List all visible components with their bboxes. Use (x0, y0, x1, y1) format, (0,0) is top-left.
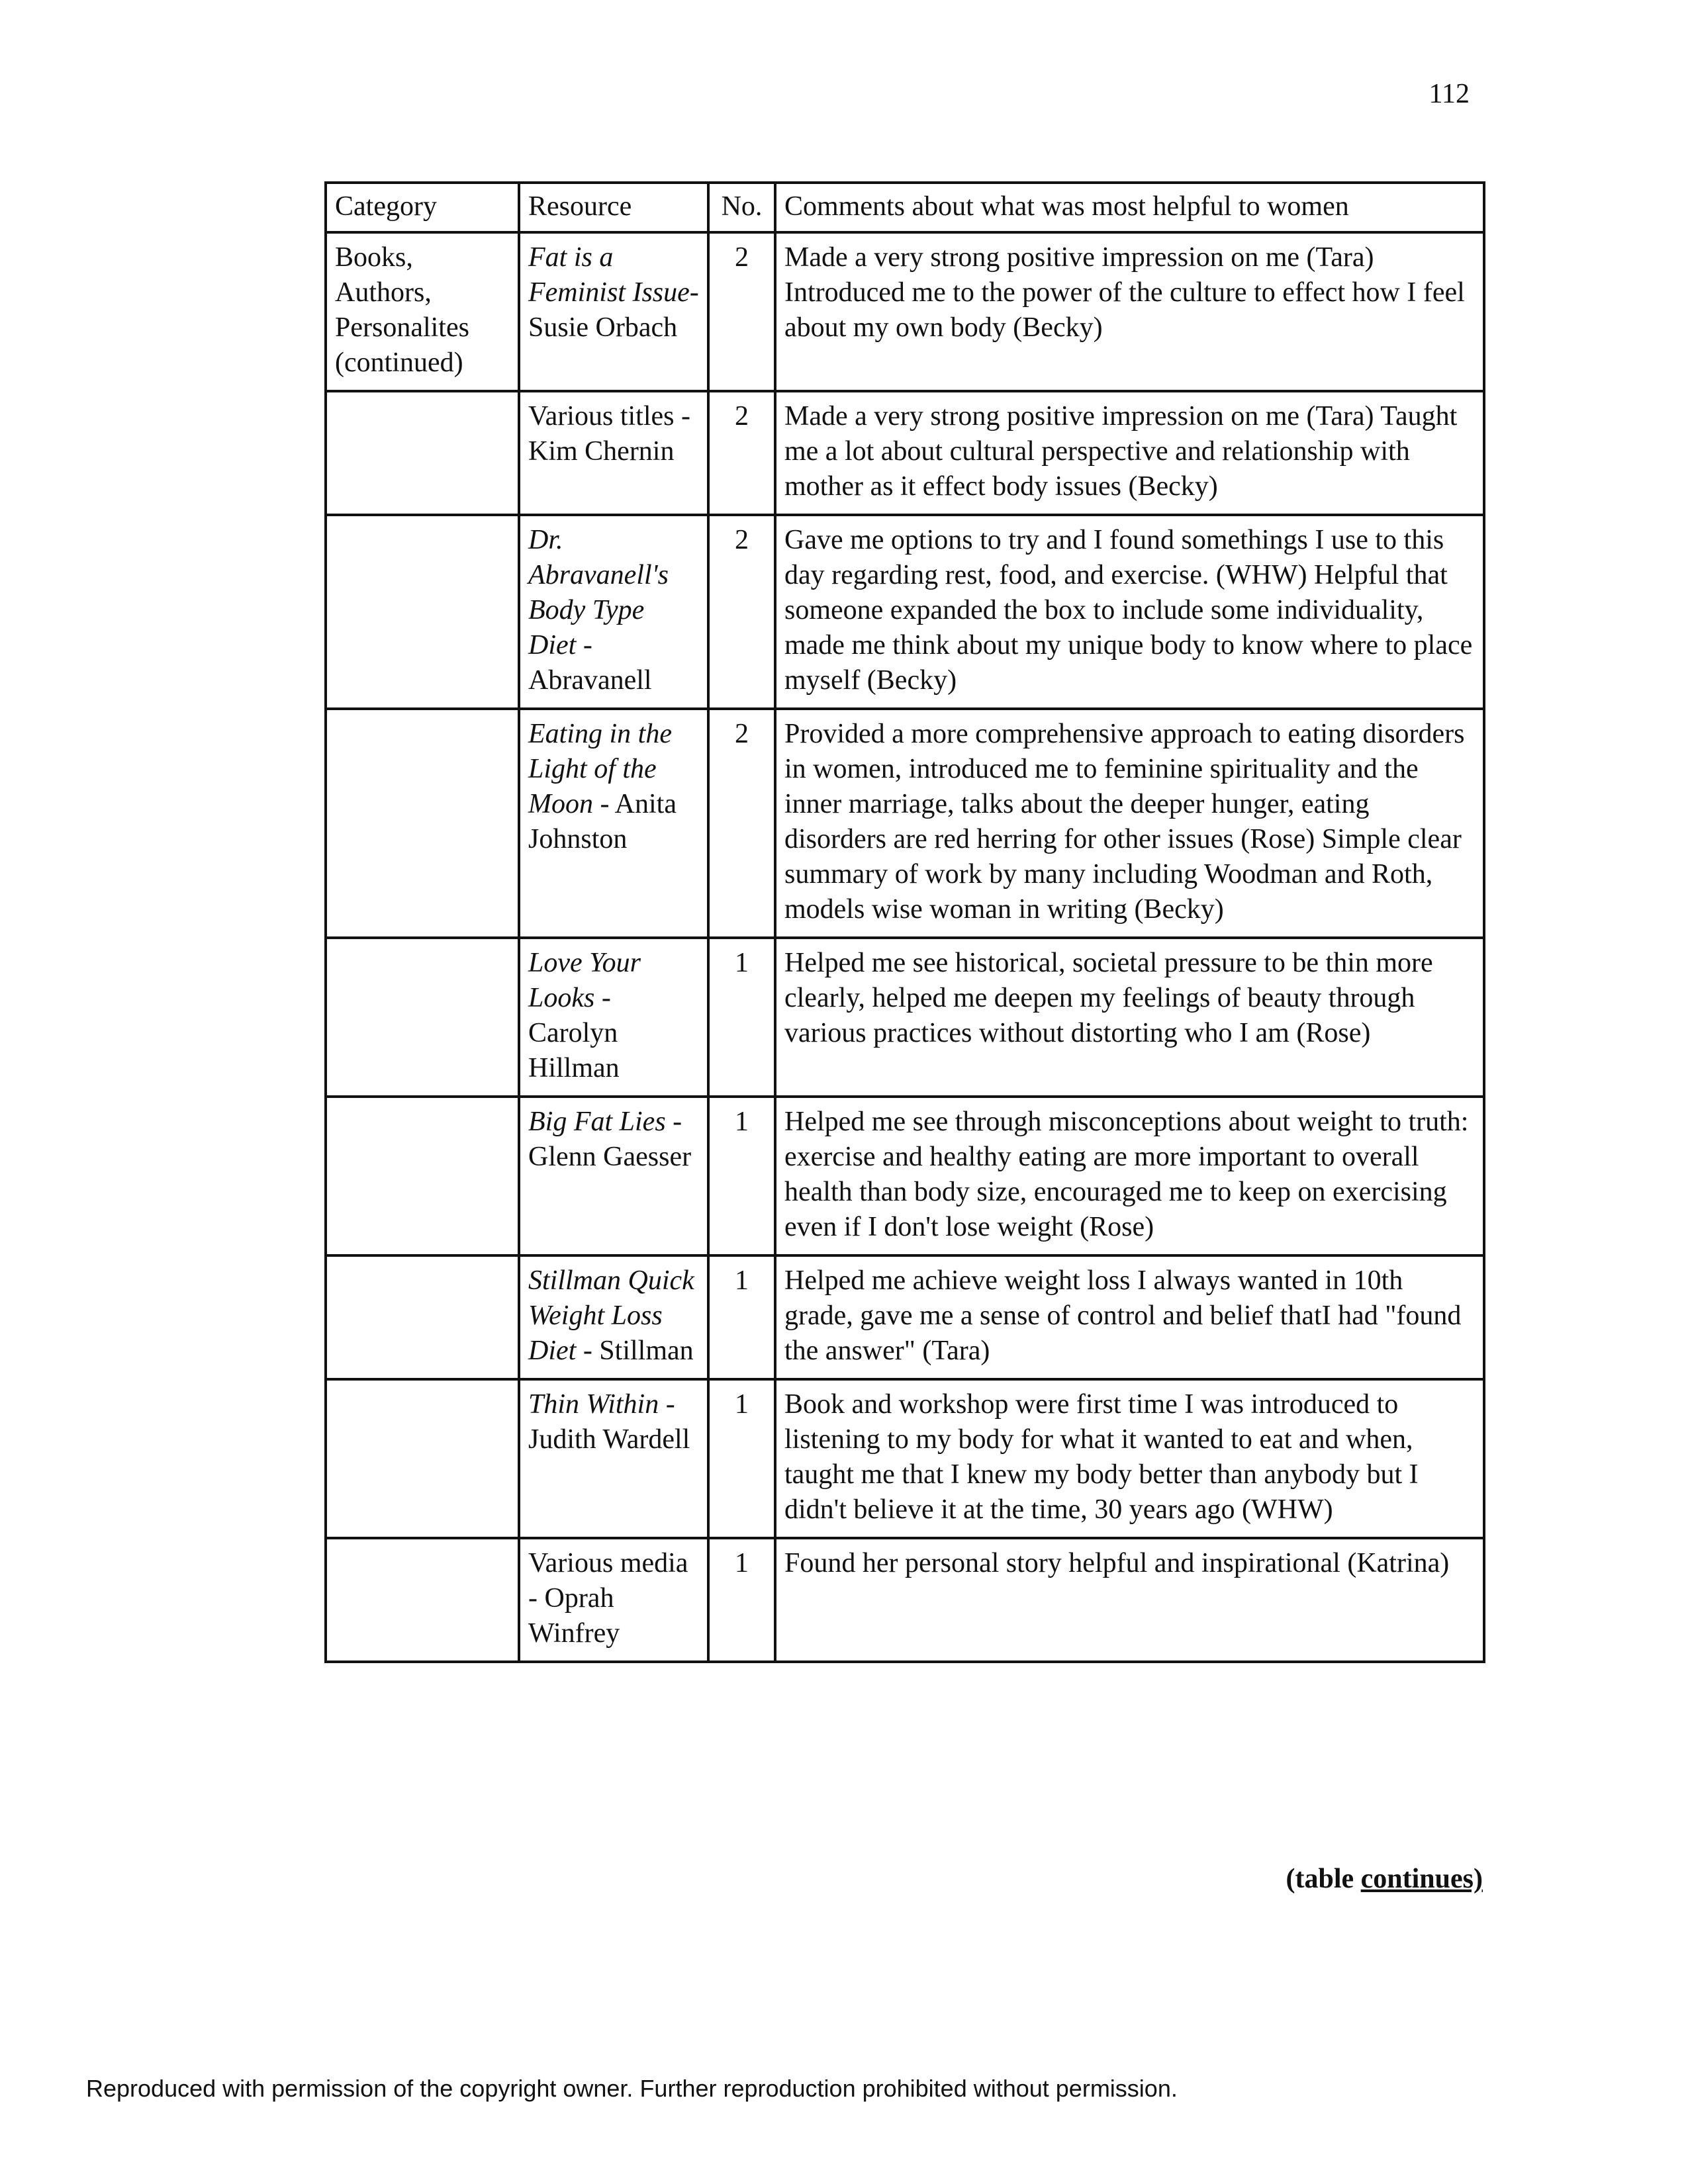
resource-author: - Carolyn Hillman (528, 983, 620, 1083)
resource-author: - Stillman (576, 1336, 694, 1366)
resource-title: Fat is a Feminist Issue (528, 242, 690, 308)
cell-category (326, 391, 519, 515)
cell-category (326, 709, 519, 938)
cell-resource (519, 1255, 708, 1379)
resource-author: - Abravanell (528, 630, 652, 696)
cell-resource (519, 709, 708, 938)
cell-category: Books, Authors, Personalites (continued) (326, 232, 519, 391)
cell-resource (519, 232, 708, 391)
table-continues-note (1286, 1863, 1483, 1895)
table-row (326, 1379, 1484, 1538)
table-row (326, 1097, 1484, 1255)
resources-table (324, 181, 1485, 1663)
cell-no: 2 (708, 515, 775, 709)
cell-category (326, 515, 519, 709)
cell-no: 2 (708, 391, 775, 515)
resource-title: Stillman Quick Weight Loss Diet (528, 1265, 694, 1366)
cell-category (326, 1097, 519, 1255)
cell-no: 1 (708, 1255, 775, 1379)
resource-title: Love Your Looks (528, 948, 641, 1013)
cell-no: 2 (708, 709, 775, 938)
cell-comments: Helped me achieve weight loss I always wanted in 10th grade, gave me a sense of control and belief thatI had "found the answer" (Tara) (775, 1255, 1484, 1379)
table-row (326, 938, 1484, 1097)
cell-comments: Helped me see historical, societal pressure to be thin more clearly, helped me deepen my feelings of beauty through various practices without distorting who I am (Rose) (775, 938, 1484, 1097)
cell-category (326, 1255, 519, 1379)
resource-title: Thin Within (528, 1389, 659, 1420)
table-row (326, 1255, 1484, 1379)
cell-resource (519, 391, 708, 515)
cell-no: 2 (708, 232, 775, 391)
cell-resource (519, 938, 708, 1097)
continues-part2: continues) (1360, 1864, 1483, 1894)
resource-author: - Glenn Gaesser (528, 1107, 692, 1172)
resource-title: Dr. Abravanell's Body Type Diet (528, 525, 669, 660)
cell-no: 1 (708, 1379, 775, 1538)
cell-category (326, 1538, 519, 1662)
resource-author: Various titles - Kim Chernin (528, 401, 690, 467)
table-row (326, 515, 1484, 709)
table-row (326, 709, 1484, 938)
cell-no: 1 (708, 938, 775, 1097)
cell-no: 1 (708, 1538, 775, 1662)
cell-comments: Found her personal story helpful and inspirational (Katrina) (775, 1538, 1484, 1662)
resource-author: - Judith Wardell (528, 1389, 690, 1455)
resource-author: Various media - Oprah Winfrey (528, 1548, 688, 1649)
header-resource: Resource (519, 183, 708, 232)
table-row (326, 1538, 1484, 1662)
header-category: Category (326, 183, 519, 232)
cell-comments: Helped me see through misconceptions about weight to truth: exercise and healthy eating are more important to overall health than body size, encouraged me to keep on exercising even if I don't lose weight (Rose) (775, 1097, 1484, 1255)
resource-author: - Susie Orbach (528, 277, 699, 343)
cell-resource (519, 1538, 708, 1662)
cell-resource (519, 1379, 708, 1538)
cell-resource (519, 515, 708, 709)
header-comments: Comments about what was most helpful to women (775, 183, 1484, 232)
cell-category (326, 1379, 519, 1538)
cell-comments: Made a very strong positive impression on me (Tara) Taught me a lot about cultural perspective and relationship with mother as it effect body issues (Becky) (775, 391, 1484, 515)
continues-part1: (table (1286, 1864, 1354, 1894)
resource-title: Eating in the Light of the Moon (528, 719, 672, 819)
cell-comments: Made a very strong positive impression on me (Tara) Introduced me to the power of the culture to effect how I feel about my own body (Becky) (775, 232, 1484, 391)
table-row (326, 232, 1484, 391)
resource-author: - Anita Johnston (528, 789, 677, 854)
page-number: 112 (1429, 79, 1470, 109)
cell-resource (519, 1097, 708, 1255)
resource-title: Big Fat Lies (528, 1107, 666, 1137)
cell-comments: Gave me options to try and I found somethings I use to this day regarding rest, food, and exercise. (WHW) Helpful that someone expanded the box to include some individuality, made me think about my unique body to know where to place myself (Becky) (775, 515, 1484, 709)
cell-category (326, 938, 519, 1097)
cell-comments: Provided a more comprehensive approach to eating disorders in women, introduced me to feminine spirituality and the inner marriage, talks about the deeper hunger, eating disorders are red herring for other issues (Rose) Simple clear summary of work by many including Woodman and Roth, models wise woman in writing (Becky) (775, 709, 1484, 938)
header-no: No. (708, 183, 775, 232)
copyright-footer: Reproduced with permission of the copyright owner. Further reproduction prohibited without permission. (86, 2075, 1178, 2102)
cell-comments: Book and workshop were first time I was introduced to listening to my body for what it wanted to eat and when, taught me that I knew my body better than anybody but I didn't believe it at the time, 30 years ago (WHW) (775, 1379, 1484, 1538)
table-row (326, 391, 1484, 515)
cell-no: 1 (708, 1097, 775, 1255)
table-header-row (326, 183, 1484, 232)
